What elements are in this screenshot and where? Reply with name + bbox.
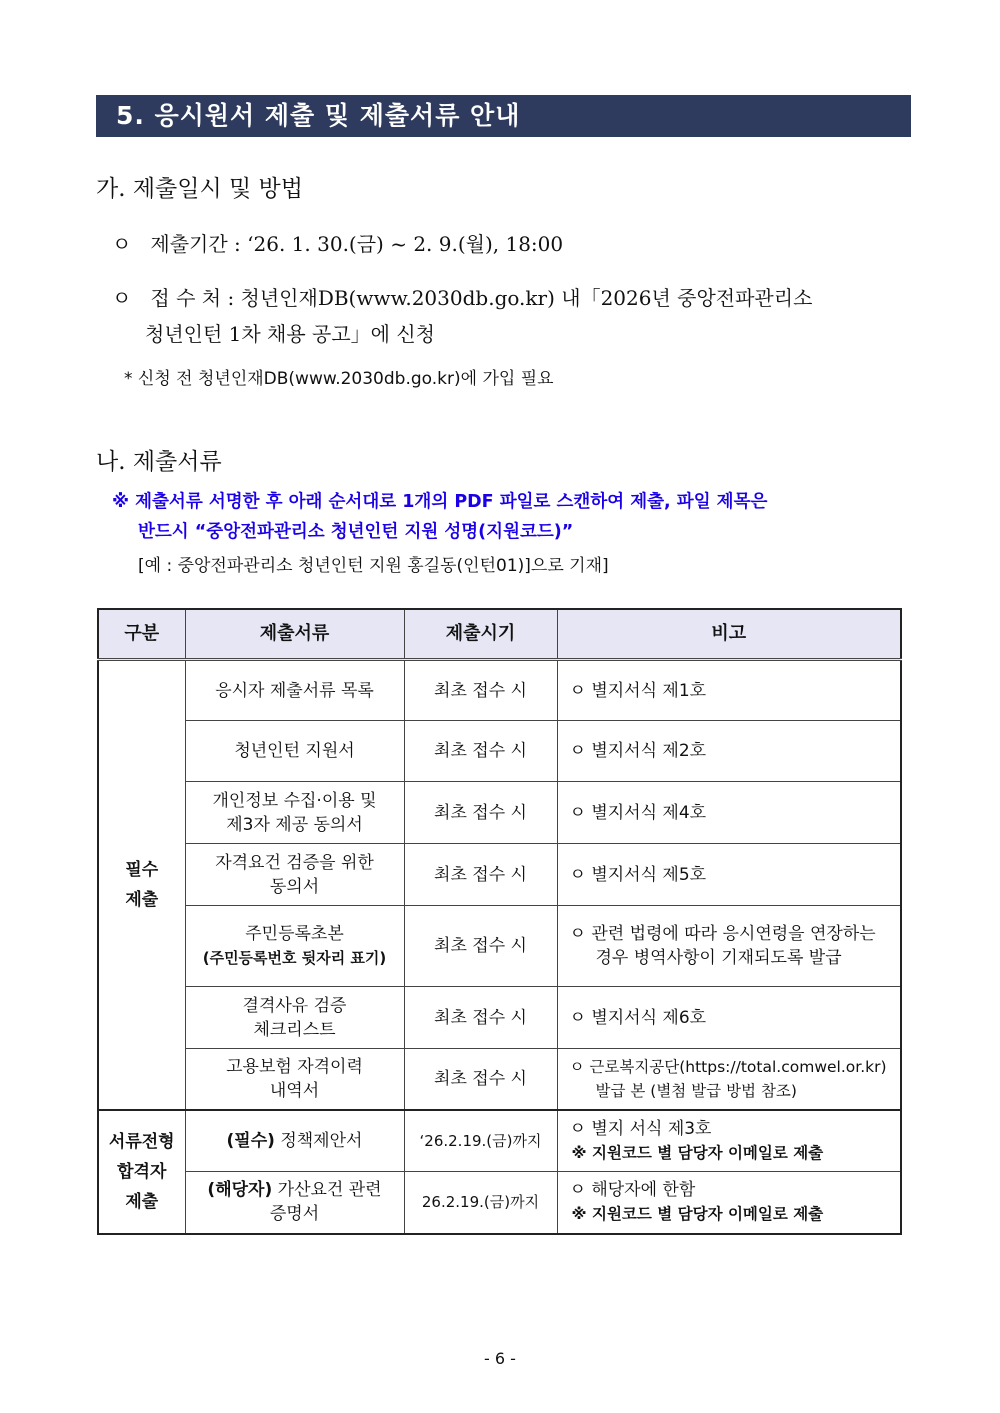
document-name: 응시자 제출서류 목록 [185,660,404,721]
document-name: 주민등록초본 (주민등록번호 뒷자리 표기) [185,906,404,987]
section-title-bar [96,95,911,137]
remarks: ㅇ 근로복지공단(https://total.comwel.or.kr) 발급 본 (별첨 발급 방법 참조) [557,1049,901,1110]
remarks: ㅇ 관련 법령에 따라 응시연령을 연장하는 경우 병역사항이 기재되도록 발급 [557,906,901,987]
group-required: 필수 제출 [98,660,185,1110]
document-name: 개인정보 수집·이용 및 제3자 제공 동의서 [185,782,404,844]
remarks: ㅇ 별지 서식 제3호 ※ 지원코드 별 담당자 이메일로 제출 [557,1110,901,1172]
header-remarks: 비고 [557,609,901,660]
document-name: 자격요건 검증을 위한 동의서 [185,844,404,906]
page-number: - 6 - [484,1349,516,1368]
table-row [98,1049,901,1110]
group-document-pass: 서류전형 합격자 제출 [98,1110,185,1234]
submission-timing: 최초 접수 시 [404,906,557,987]
header-document: 제출서류 [185,609,404,660]
remarks: ㅇ 별지서식 제1호 [557,660,901,721]
period-row [112,228,563,257]
header-timing: 제출시기 [404,609,557,660]
filename-notice-continued: 반드시 “중앙전파관리소 청년인턴 지원 성명(지원코드)” [138,522,574,542]
submission-timing: 최초 접수 시 [404,987,557,1049]
reception-value-continued: 청년인턴 1차 채용 공고」에 신청 [145,322,435,346]
document-name: 결격사유 검증 체크리스트 [185,987,404,1049]
heading-documents: 나. 제출서류 [96,449,222,475]
heading-submission-method: 가. 제출일시 및 방법 [96,176,303,202]
signup-footnote: * 신청 전 청년인재DB(www.2030db.go.kr)에 가입 필요 [124,369,554,389]
reception-label: 접 수 처 : [150,286,235,310]
table-row [98,782,901,844]
table-row [98,987,901,1049]
bullet-icon: ㅇ [112,232,132,256]
reception-row [112,282,812,311]
period-label: 제출기간 : [150,232,241,256]
remarks: ㅇ 별지서식 제2호 [557,721,901,782]
document-name: 청년인턴 지원서 [185,721,404,782]
table-header-row [98,609,901,660]
document-name: (해당자) 가산요건 관련 증명서 [185,1172,404,1234]
submission-timing: 최초 접수 시 [404,844,557,906]
remarks: ㅇ 별지서식 제6호 [557,987,901,1049]
reception-value: 청년인재DB(www.2030db.go.kr) 내「2026년 중앙전파관리소 [240,286,813,310]
remarks: ㅇ 별지서식 제4호 [557,782,901,844]
submission-timing: ‘26.2.19.(금)까지 [404,1110,557,1172]
submission-timing: 최초 접수 시 [404,782,557,844]
section-title: 5. 응시원서 제출 및 제출서류 안내 [116,101,521,130]
filename-example: [예 : 중앙전파관리소 청년인턴 지원 홍길동(인턴01)]으로 기재] [138,556,609,576]
submission-timing: 최초 접수 시 [404,1049,557,1110]
period-value: ‘26. 1. 30.(금) ~ 2. 9.(월), 18:00 [247,232,564,256]
table-row [98,906,901,987]
table-row [98,844,901,906]
documents-table [97,608,902,1235]
table-row [98,1172,901,1234]
document-name: (필수) 정책제안서 [185,1110,404,1172]
submission-timing: 26.2.19.(금)까지 [404,1172,557,1234]
bullet-icon: ㅇ [112,286,132,310]
filename-notice: ※ 제출서류 서명한 후 아래 순서대로 1개의 PDF 파일로 스캔하여 제출, 파일 제목은 [112,492,768,512]
header-category: 구분 [98,609,185,660]
remarks: ㅇ 해당자에 한함 ※ 지원코드 별 담당자 이메일로 제출 [557,1172,901,1234]
submission-timing: 최초 접수 시 [404,721,557,782]
submission-timing: 최초 접수 시 [404,660,557,721]
table-row [98,721,901,782]
remarks: ㅇ 별지서식 제5호 [557,844,901,906]
document-name: 고용보험 자격이력 내역서 [185,1049,404,1110]
table-row [98,660,901,721]
table-row [98,1110,901,1172]
